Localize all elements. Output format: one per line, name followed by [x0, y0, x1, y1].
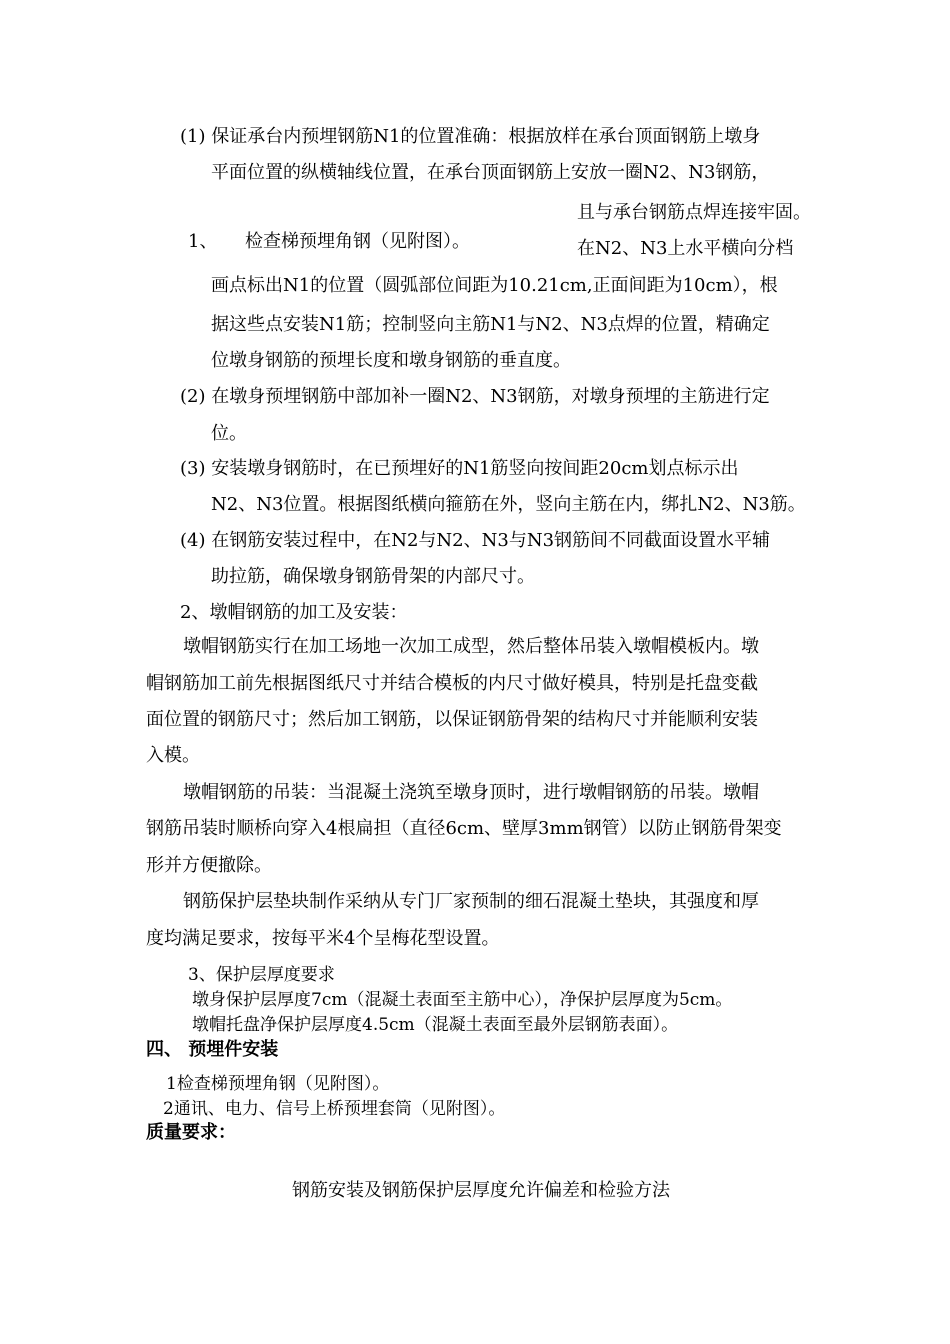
item-3-line-2: N2、N3位置。根据图纸横向箍筋在外，竖向主筋在内，绑扎N2、N3筋。: [211, 494, 806, 515]
para-3-line-1: 钢筋保护层垫块制作采纳从专门厂家预制的细石混凝土垫块，其强度和厚: [183, 891, 759, 912]
para-2-line-1: 墩帽钢筋的吊装：当混凝土浇筑至墩身顶时，进行墩帽钢筋的吊装。墩帽: [183, 782, 759, 803]
para-1-line-1: 墩帽钢筋实行在加工场地一次加工成型，然后整体吊装入墩帽模板内。墩: [183, 636, 759, 657]
item-4-line-2: 助拉筋，确保墩身钢筋骨架的内部尺寸。: [211, 566, 535, 587]
inserted-item-text: 检查梯预埋角钢（见附图）。: [245, 231, 470, 252]
table-caption: 钢筋安装及钢筋保护层厚度允许偏差和检验方法: [292, 1180, 670, 1201]
item-1-line-2: 平面位置的纵横轴线位置，在承台顶面钢筋上安放一圈N2、N3钢筋，: [211, 162, 770, 183]
section-2-heading: 2、墩帽钢筋的加工及安装：: [180, 602, 408, 623]
para-2-line-3: 形并方便撤除。: [146, 855, 272, 876]
item-3-line-1: (3) 安装墩身钢筋时，在已预埋好的N1筋竖向按间距20cm划点标示出: [180, 458, 739, 479]
para-2-line-2: 钢筋吊装时顺桥向穿入4根扁担（直径6cm、壁厚3mm钢管）以防止钢筋骨架变: [146, 818, 782, 839]
item-2-line-1: (2) 在墩身预埋钢筋中部加补一圈N2、N3钢筋，对墩身预埋的主筋进行定: [180, 386, 770, 407]
item-1-line-3: 且与承台钢筋点焊连接牢固。: [577, 202, 811, 223]
embed-item-2: 2通讯、电力、信号上桥预埋套筒（见附图）。: [163, 1099, 506, 1119]
item-2-line-2: 位。: [211, 423, 247, 444]
item-1-line-1: (1) 保证承台内预埋钢筋N1的位置准确：根据放样在承台顶面钢筋上墩身: [180, 126, 761, 147]
para-3-line-2: 度均满足要求，按每平米4个呈梅花型设置。: [146, 928, 500, 949]
section-4-heading: 四、 预埋件安装: [146, 1039, 279, 1060]
section-3-heading: 3、保护层厚度要求: [188, 965, 335, 985]
para-1-line-4: 入模。: [146, 745, 200, 766]
cover-line-1: 墩身保护层厚度7cm（混凝土表面至主筋中心），净保护层厚度为5cm。: [192, 990, 733, 1010]
para-1-line-3: 面位置的钢筋尺寸；然后加工钢筋，以保证钢筋骨架的结构尺寸并能顺利安装: [146, 709, 758, 730]
item-4-line-1: (4) 在钢筋安装过程中，在N2与N2、N3与N3钢筋间不同截面设置水平辅: [180, 530, 771, 551]
inserted-item-number: 1、: [188, 231, 218, 252]
item-1-line-6: 据这些点安装N1筋；控制竖向主筋N1与N2、N3点焊的位置，精确定: [211, 314, 770, 335]
quality-heading: 质量要求：: [146, 1122, 236, 1143]
cover-line-2: 墩帽托盘净保护层厚度4.5cm（混凝土表面至最外层钢筋表面）。: [192, 1015, 679, 1035]
item-1-line-4: 在N2、N3上水平横向分档: [577, 238, 794, 259]
item-1-line-5: 画点标出N1的位置（圆弧部位间距为10.21cm,正面间距为10cm），根: [211, 275, 778, 296]
para-1-line-2: 帽钢筋加工前先根据图纸尺寸并结合模板的内尺寸做好模具，特别是托盘变截: [146, 673, 758, 694]
item-1-line-7: 位墩身钢筋的预埋长度和墩身钢筋的垂直度。: [211, 350, 571, 371]
embed-item-1: 1检查梯预埋角钢（见附图）。: [166, 1074, 390, 1094]
